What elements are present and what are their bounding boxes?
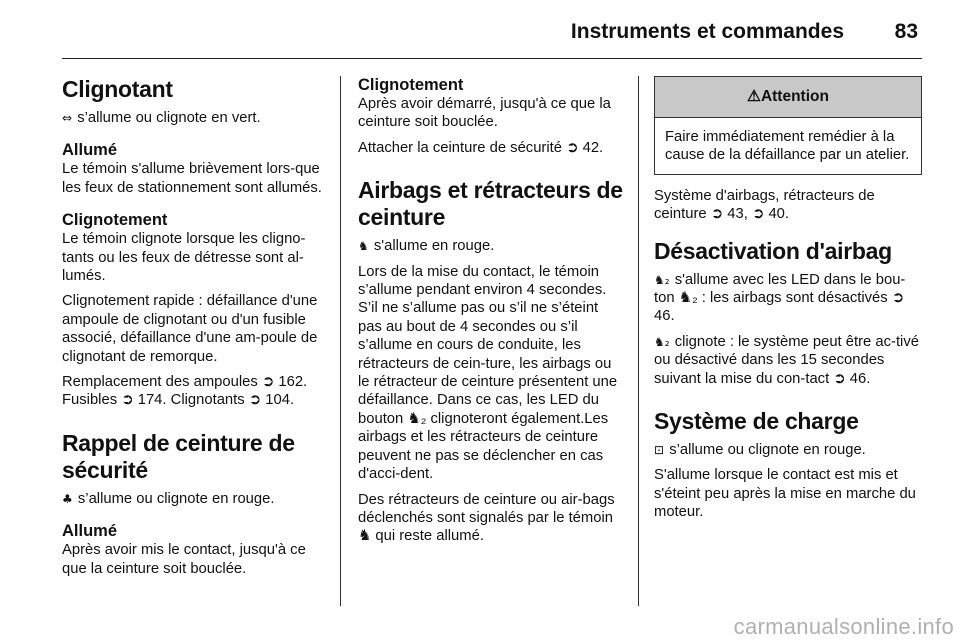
paragraph: Lors de la mise du contact, le témoin s’allume pendant environ 4 secondes. S’il ne s’allume pas ou s’il ne s’éteint pas au bout de 4 secondes ou s’il s’allume en cours de conduite, les rétracteurs de cein-ture, les airbags ou le rétracteur de ceinture présentent une défaillance. Dans ce cas, les LED du bouton ♞₂ clignoteront également.Les airbags et les rétracteurs de ceinture peuvent ne pas se déclencher en cas d'acci-dent. (358, 263, 618, 483)
page-number: 83 (894, 20, 918, 43)
paragraph: ♞₂ s'allume avec les LED dans le bou-ton ♞₂ : les airbags sont désactivés ➲ 46. (654, 271, 906, 325)
turn-signal-icon: ⇔ (62, 111, 73, 125)
paragraph: Après avoir démarré, jusqu'à ce que la ceinture soit bouclée. (358, 96, 611, 131)
paragraph: Clignotement rapide : défaillance d'une ampoule de clignotant ou d'un fusible associé, défaillance d'une am-poule de clignotant de remorque. (62, 293, 318, 365)
attention-title: ⚠Attention (655, 77, 921, 118)
column-3 (654, 76, 922, 529)
section-title-desactivation-airbag: Désactivation d'airbag (654, 237, 892, 264)
header-title: Instruments et commandes (570, 20, 844, 43)
column-2 (358, 76, 623, 553)
seatbelt-icon: ♣ (62, 491, 73, 506)
paragraph: ♞ s'allume en rouge. (358, 238, 495, 255)
subsection-title-clignotement: Clignotement (358, 76, 464, 94)
paragraph: ♞₂ clignote : le système peut être ac-tivé ou désactivé dans les 15 secondes suivant la mise du con-tact ➲ 46. (654, 333, 919, 387)
paragraph: Des rétracteurs de ceinture ou air-bags déclenchés sont signalés par le témoin ♞ qui reste allumé. (358, 491, 615, 545)
airbag-icon: ♞ (358, 239, 369, 254)
airbag-off-icon: ♞₂ (654, 272, 670, 287)
battery-icon: ⊡ (654, 443, 665, 458)
paragraph: S'allume lorsque le contact est mis et s'éteint peu après la mise en marche du moteur. (654, 467, 916, 521)
paragraph: Le témoin s'allume brièvement lors-que les feux de stationnement sont allumés. (62, 161, 322, 196)
paragraph: ⇔ s’allume ou clignote en vert. (62, 110, 261, 126)
column-1 (62, 76, 324, 585)
subsection-title-allume: Allumé (62, 522, 118, 541)
paragraph: Après avoir mis le contact, jusqu'à ce que la ceinture soit bouclée. (62, 542, 306, 577)
paragraph: ♣ s’allume ou clignote en rouge. (62, 490, 275, 507)
column-divider (340, 76, 341, 606)
paragraph: ⊡ s’allume ou clignote en rouge. (654, 442, 866, 459)
watermark: carmanualsonline.info (733, 614, 954, 639)
subsection-title-clignotement: Clignotement (62, 211, 168, 230)
paragraph: Remplacement des ampoules ➲ 162. Fusibles ➲ 174. Clignotants ➲ 104. (62, 374, 308, 409)
subsection-title-allume: Allumé (62, 141, 118, 160)
section-title-rappel-ceinture: Rappel de ceinture de sécurité (62, 429, 295, 483)
paragraph: Attacher la ceinture de sécurité ➲ 42. (358, 139, 604, 156)
column-divider (638, 76, 639, 606)
paragraph: Le témoin clignote lorsque les cligno-tants ou les feux de détresse sont al-lumés. (62, 231, 306, 285)
attention-box (654, 76, 922, 175)
paragraph: Système d'airbags, rétracteurs de ceinture ➲ 43, ➲ 40. (654, 187, 875, 223)
section-title-systeme-charge: Système de charge (654, 408, 859, 435)
airbag-off-icon: ♞₂ (654, 334, 670, 349)
section-title-clignotant: Clignotant (62, 76, 173, 102)
page-header (62, 0, 922, 59)
attention-text: Faire immédiatement remédier à la cause de la défaillance par un atelier. (665, 129, 910, 164)
section-title-airbags: Airbags et rétracteurs de ceinture (358, 177, 623, 231)
